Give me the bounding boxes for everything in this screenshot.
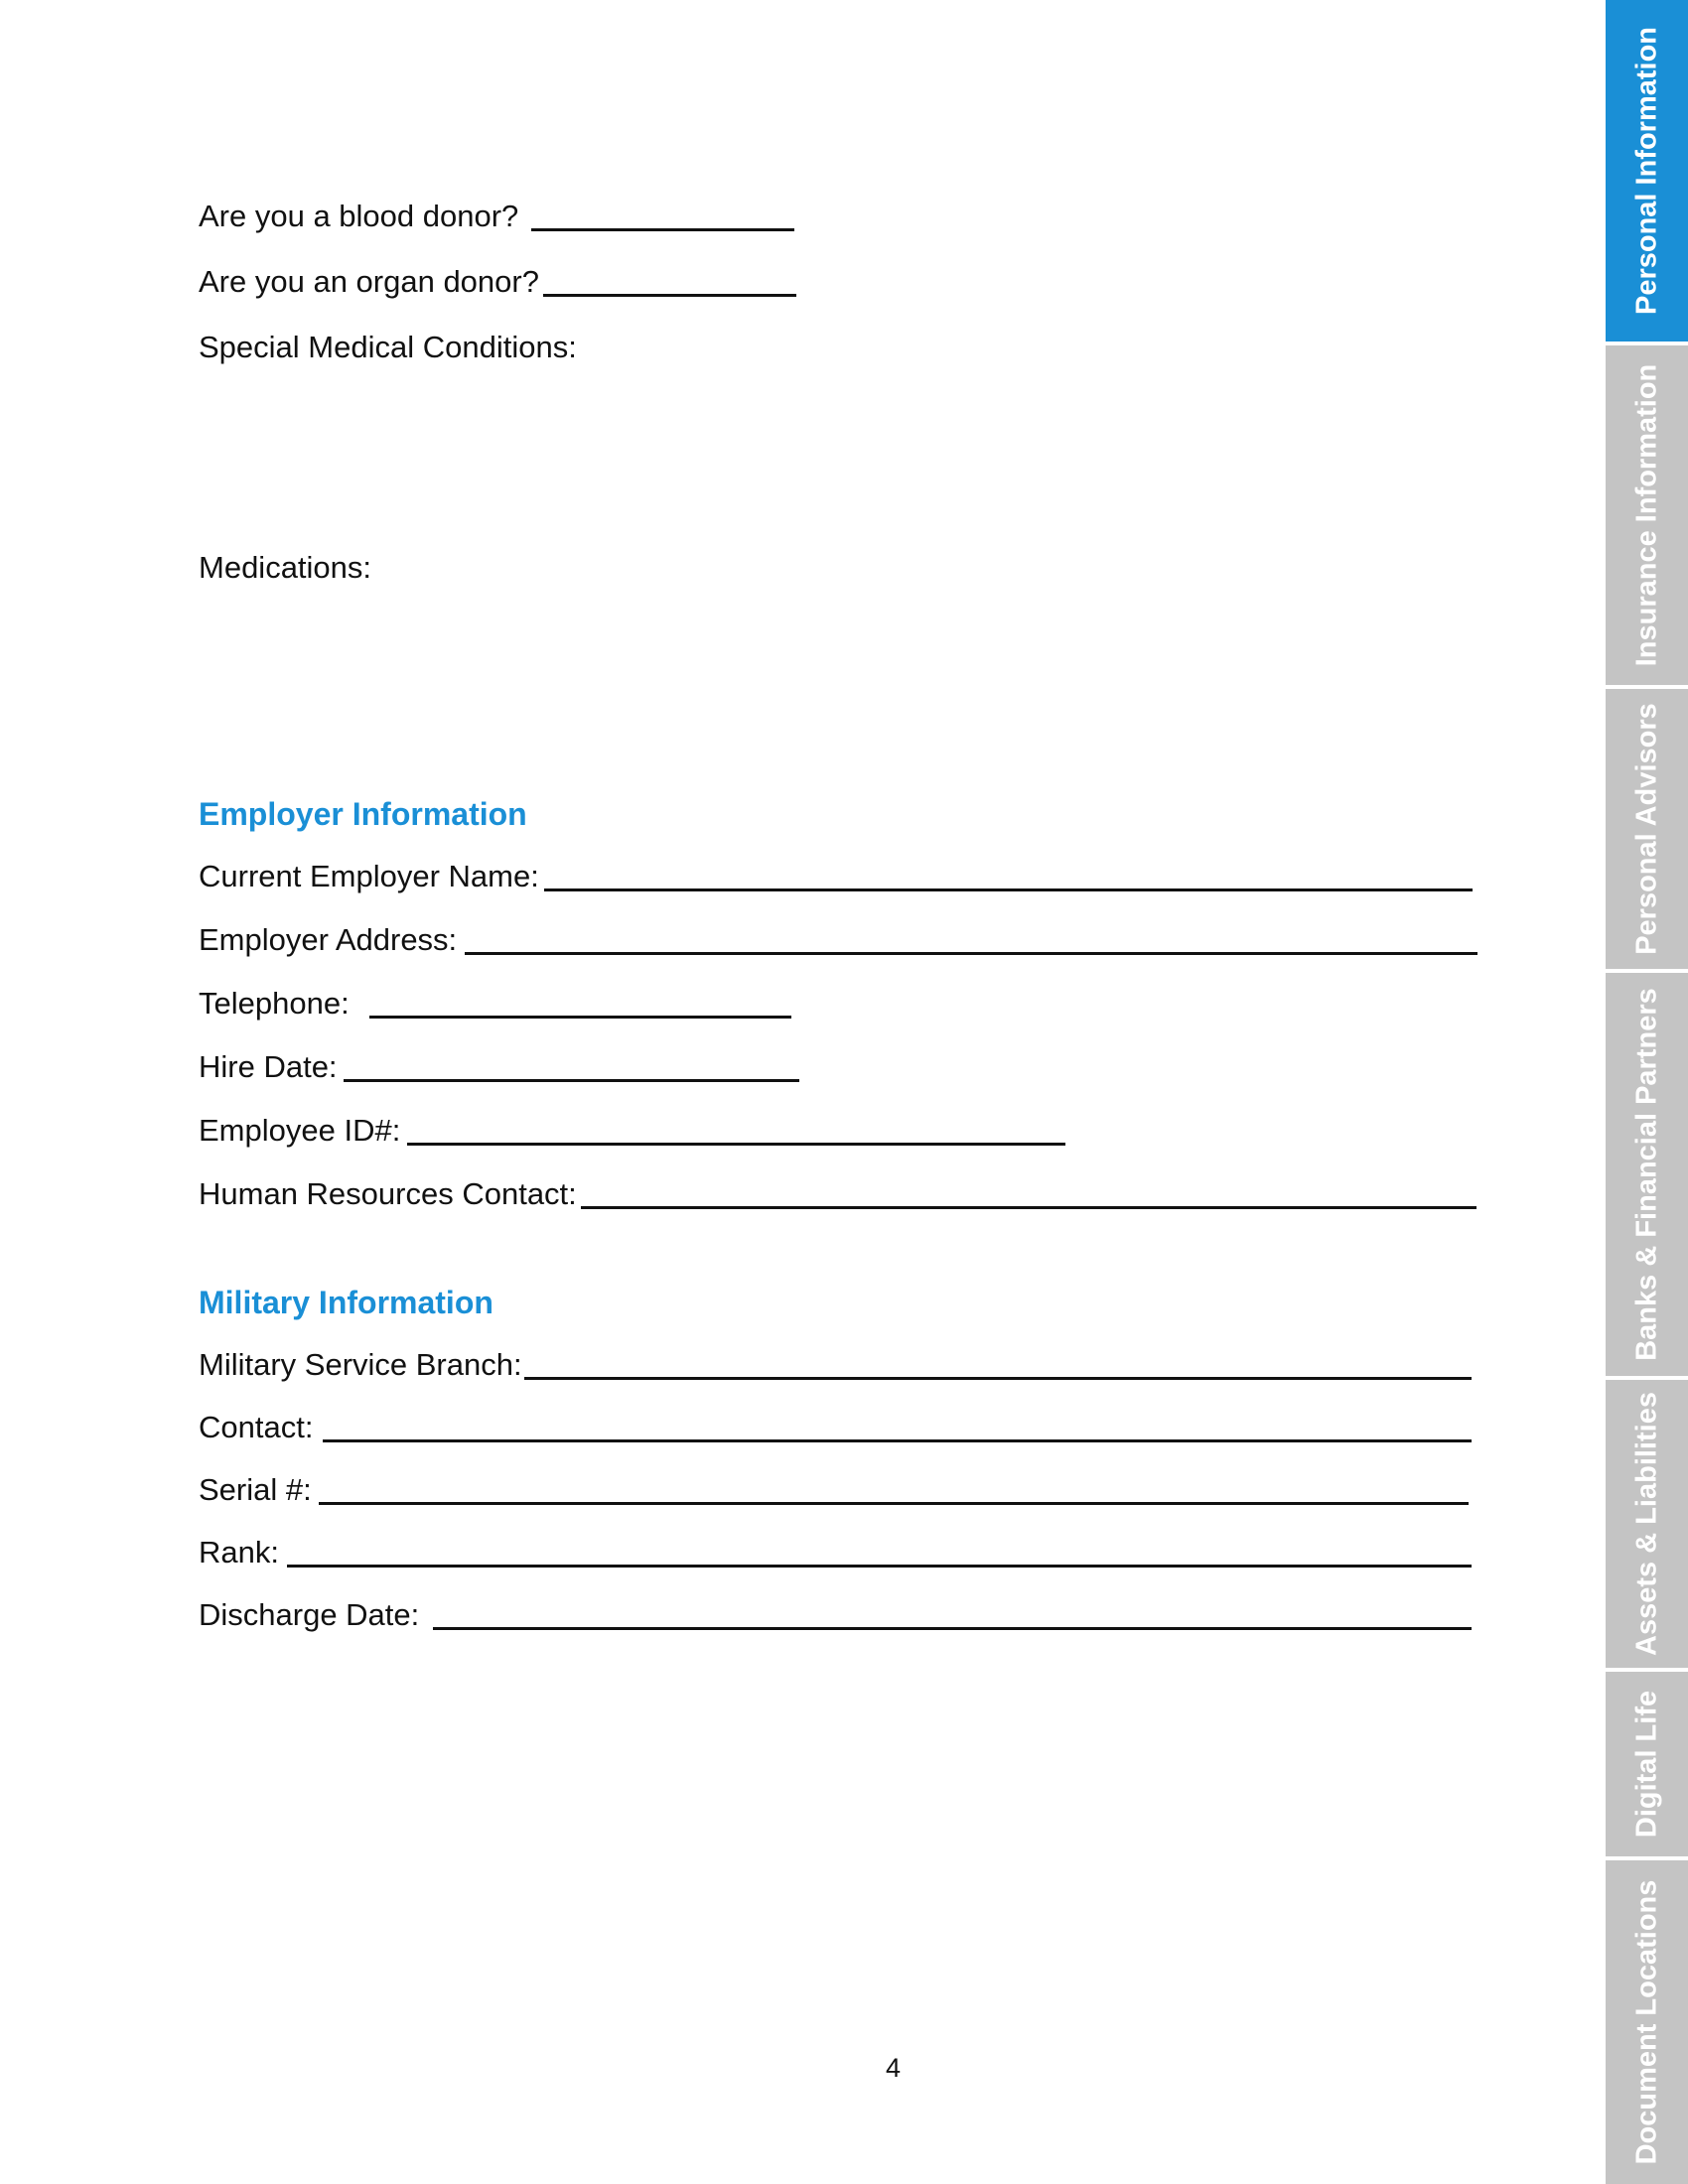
telephone-label: Telephone: — [199, 986, 350, 1021]
tab-label: Digital Life — [1630, 1690, 1662, 1839]
page-number: 4 — [886, 2053, 902, 2083]
tab-label: Personal Information — [1630, 26, 1662, 316]
tab-banks-financial-partners[interactable] — [1606, 973, 1688, 1380]
employer-section-heading: Employer Information — [199, 796, 527, 832]
tab-insurance-information[interactable] — [1606, 345, 1688, 689]
tab-label: Document Locations — [1630, 1879, 1662, 2165]
employee-id-label: Employee ID#: — [199, 1113, 401, 1148]
tab-label: Assets & Liabilities — [1630, 1392, 1662, 1656]
serial-number-label: Serial #: — [199, 1472, 312, 1507]
military-section-heading: Military Information — [199, 1285, 493, 1320]
discharge-date-field[interactable] — [433, 1627, 1472, 1630]
tab-assets-liabilities[interactable] — [1606, 1380, 1688, 1672]
tab-label: Personal Advisors — [1630, 703, 1662, 955]
rank-label: Rank: — [199, 1535, 279, 1570]
tab-personal-advisors[interactable] — [1606, 689, 1688, 973]
military-contact-field[interactable] — [323, 1439, 1472, 1442]
employee-id-field[interactable] — [407, 1143, 1065, 1146]
special-conditions-area[interactable] — [199, 369, 1470, 538]
military-branch-field[interactable] — [524, 1377, 1472, 1380]
tab-personal-information[interactable] — [1606, 0, 1688, 345]
hire-date-field[interactable] — [344, 1079, 799, 1082]
blood-donor-label: Are you a blood donor? — [199, 199, 519, 233]
military-branch-label: Military Service Branch: — [199, 1347, 522, 1382]
employer-address-field[interactable] — [465, 952, 1477, 955]
current-employer-field[interactable] — [544, 888, 1473, 891]
tab-label: Banks & Financial Partners — [1630, 988, 1662, 1361]
special-conditions-label: Special Medical Conditions: — [199, 330, 577, 364]
organ-donor-field[interactable] — [543, 294, 796, 297]
tab-label: Insurance Information — [1630, 363, 1662, 667]
medications-label: Medications: — [199, 550, 372, 585]
employer-address-label: Employer Address: — [199, 922, 458, 957]
current-employer-label: Current Employer Name: — [199, 859, 539, 893]
blood-donor-field[interactable] — [531, 228, 794, 231]
rank-field[interactable] — [287, 1565, 1472, 1568]
hr-contact-label: Human Resources Contact: — [199, 1176, 577, 1211]
hire-date-label: Hire Date: — [199, 1049, 338, 1084]
section-tabs — [1606, 0, 1688, 2184]
serial-number-field[interactable] — [319, 1502, 1469, 1505]
hr-contact-field[interactable] — [581, 1206, 1477, 1209]
organ-donor-label: Are you an organ donor? — [199, 264, 539, 299]
military-contact-label: Contact: — [199, 1410, 314, 1444]
telephone-field[interactable] — [369, 1016, 791, 1019]
tab-document-locations[interactable] — [1606, 1860, 1688, 2184]
medications-area[interactable] — [199, 590, 1470, 758]
tab-digital-life[interactable] — [1606, 1672, 1688, 1860]
discharge-date-label: Discharge Date: — [199, 1597, 420, 1632]
